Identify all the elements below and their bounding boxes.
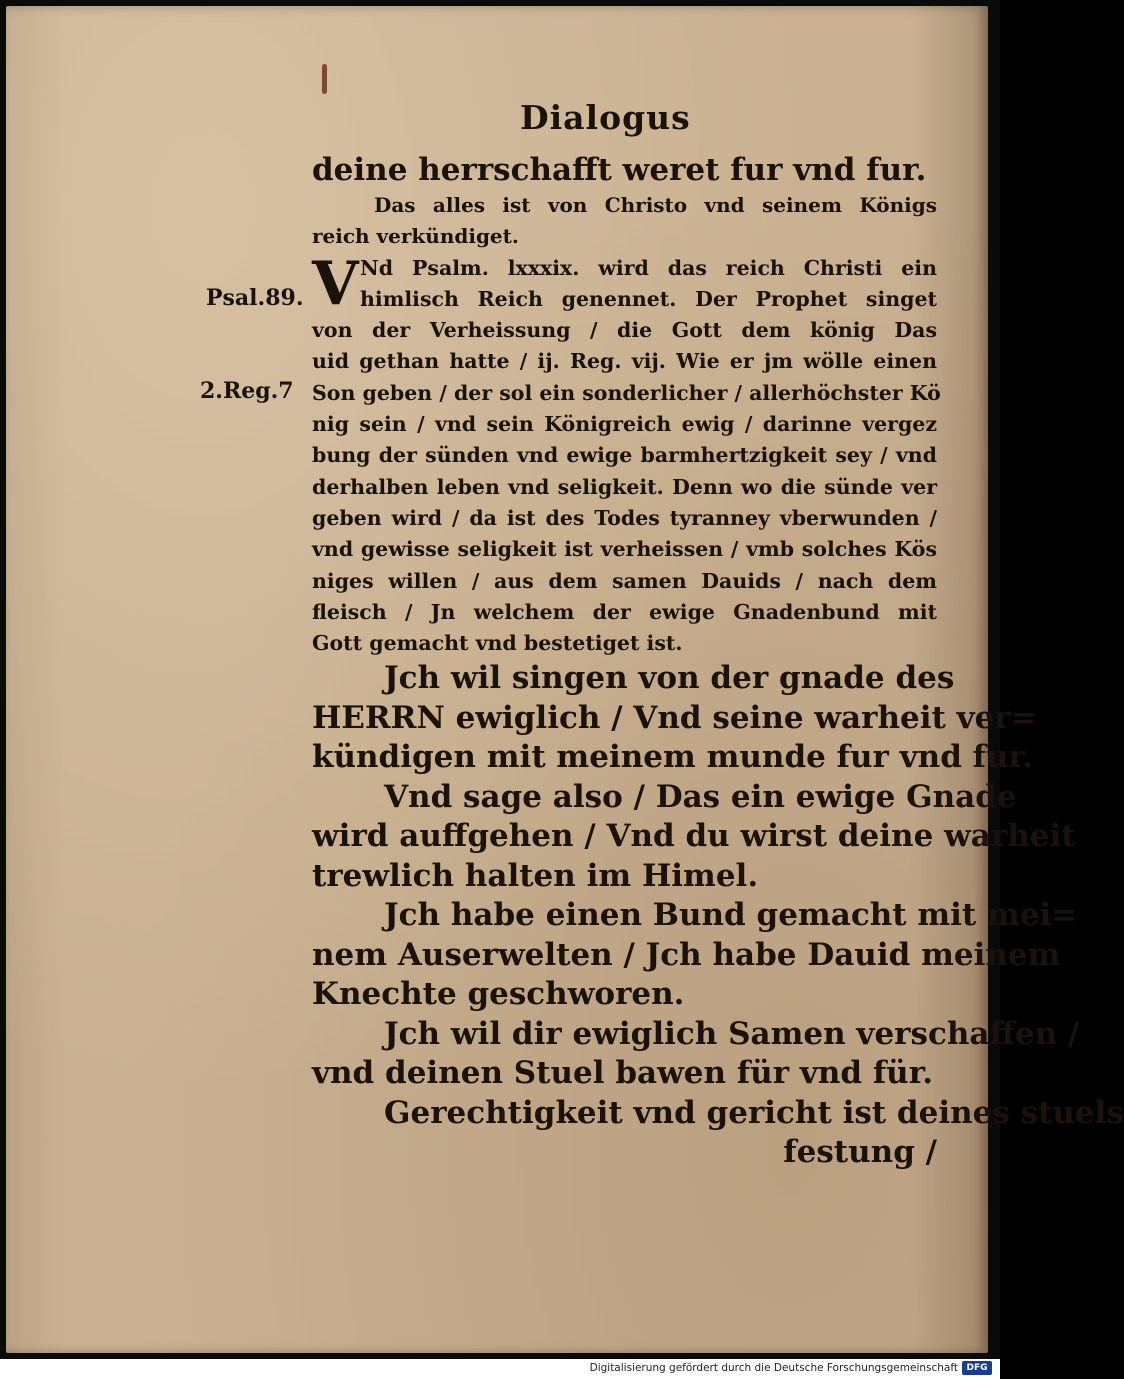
- dfg-logo: DFG: [962, 1361, 992, 1375]
- prose-line: nig sein / vnd sein Königreich ewig / darinne vergez: [312, 412, 937, 437]
- prose-line: fleisch / Jn welchem der ewige Gnadenbund mit: [312, 599, 937, 624]
- prose-line: vnd gewisse seligkeit ist verheissen / vmb solches Kös: [312, 537, 937, 562]
- prose-line: bung der sünden vnd ewige barmhertzigkeit sey / vnd: [312, 443, 937, 468]
- drop-cap: V: [312, 248, 359, 319]
- running-head: Dialogus: [520, 98, 691, 137]
- prose-line: geben wird / da ist des Todes tyranney vberwunden /: [312, 505, 937, 530]
- verse-line: festung /: [783, 1134, 937, 1171]
- verse-line: vnd deinen Stuel bawen für vnd für.: [312, 1055, 933, 1092]
- prose-line: Gott gemacht vnd bestetiget ist.: [312, 631, 683, 656]
- verse-line: Knechte geschworen.: [312, 976, 685, 1013]
- prose-line: niges willen / aus dem samen Dauids / nach dem: [312, 568, 937, 593]
- verse-line: HERRN ewiglich / Vnd seine warheit ver=: [312, 699, 1037, 736]
- verse-line: wird auffgehen / Vnd du wirst deine warheit: [312, 818, 1076, 855]
- prose-paragraph: [312, 248, 941, 660]
- psalm-verses: [312, 659, 1124, 1173]
- verse-line: Jch wil singen von der gnade des: [384, 660, 955, 697]
- verse-line: kündigen mit meinem munde fur vnd fur.: [312, 739, 1033, 776]
- note-line: reich verkündiget.: [312, 224, 519, 249]
- prose-line: von der Verheissung / die Gott dem könig Das: [312, 318, 937, 343]
- prose-line: derhalben leben vnd seligkeit. Denn wo die sünde ver: [312, 474, 937, 499]
- ink-mark: [322, 64, 327, 94]
- prose-line: himlisch Reich genennet. Der Prophet singet: [360, 286, 937, 311]
- intro-line: deine herrschafft weret fur vnd fur.: [312, 152, 927, 188]
- verse-line: trewlich halten im Himel.: [312, 857, 759, 894]
- verse-line: Gerechtigkeit vnd gericht ist deines stuels: [384, 1094, 1124, 1131]
- prose-line: uid gethan hatte / ij. Reg. vij. Wie er jm wölle einen: [312, 349, 937, 374]
- verse-line: Jch habe einen Bund gemacht mit mei=: [384, 897, 1078, 934]
- note-line: Das alles ist von Christo vnd seinem Königs: [374, 193, 937, 217]
- verse-line: Vnd sage also / Das ein ewige Gnade: [384, 778, 1017, 815]
- funding-credit: Digitalisierung gefördert durch die Deutsche Forschungsgemeinschaft: [589, 1362, 958, 1374]
- margin-note-reg: 2.Reg.7: [200, 378, 294, 404]
- verse-line: Jch wil dir ewiglich Samen verschaffen /: [384, 1015, 1080, 1052]
- body-text: [312, 150, 1124, 1173]
- prose-line: Nd Psalm. lxxxix. wird das reich Christi ein: [360, 255, 937, 280]
- margin-note-psalm: Psal.89.: [206, 285, 304, 311]
- verse-line: nem Auserwelten / Jch habe Dauid meinem: [312, 936, 1061, 973]
- prose-line: Son geben / der sol ein sonderlicher / allerhöchster Kö: [312, 380, 941, 405]
